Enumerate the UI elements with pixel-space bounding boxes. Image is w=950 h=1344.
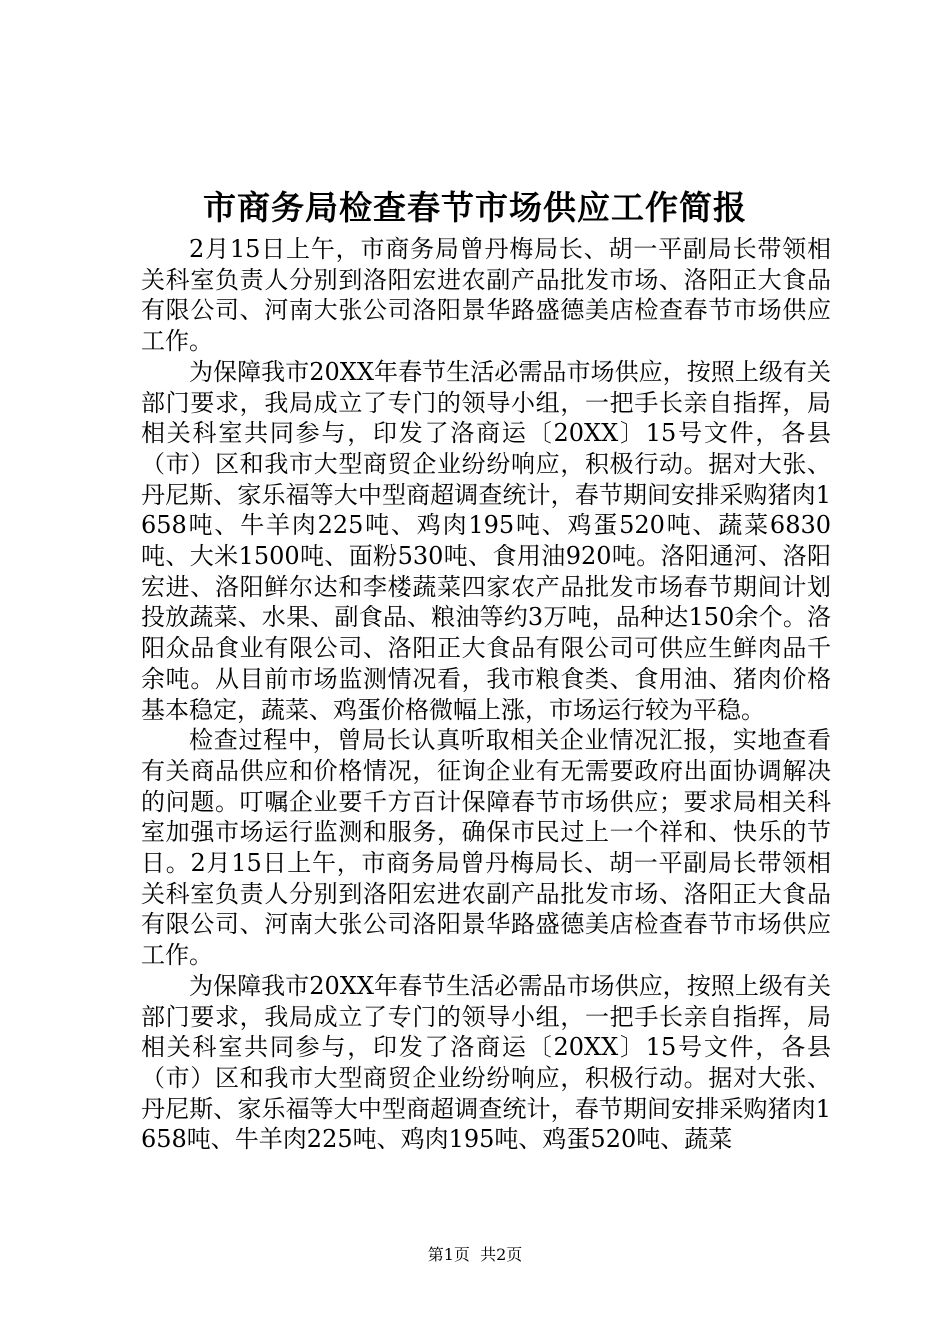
document-body (141, 234, 831, 1155)
page-number: 第1页 共2页 (427, 1245, 523, 1264)
paragraph-4: 为保障我市20XX年春节生活必需品市场供应，按照上级有关部门要求，我局成立了专门的领导小组，一把手长亲自指挥，局相关科室共同参与，印发了洛商运〔20XX〕15号文件，各县（市）区和我市大型商贸企业纷纷响应，积极行动。据对大张、丹尼斯、家乐福等大中型商超调查统计，春节期间安排采购猪肉1658吨、牛羊肉225吨、鸡肉195吨、鸡蛋520吨、蔬菜 (141, 971, 831, 1154)
paragraph-1: 2月15日上午，市商务局曾丹梅局长、胡一平副局长带领相关科室负责人分别到洛阳宏进农副产品批发市场、洛阳正大食品有限公司、河南大张公司洛阳景华路盛德美店检查春节市场供应工作。 (141, 235, 831, 356)
page-footer (0, 1244, 950, 1266)
document-title: 市商务局检查春节市场供应工作简报 (203, 188, 747, 227)
paragraph-2: 为保障我市20XX年春节生活必需品市场供应，按照上级有关部门要求，我局成立了专门的领导小组，一把手长亲自指挥，局相关科室共同参与，印发了洛商运〔20XX〕15号文件，各县（市）区和我市大型商贸企业纷纷响应，积极行动。据对大张、丹尼斯、家乐福等大中型商超调查统计，春节期间安排采购猪肉1658吨、牛羊肉225吨、鸡肉195吨、鸡蛋520吨、蔬菜6830吨、大米1500吨、面粉530吨、食用油920吨。洛阳通河、洛阳宏进、洛阳鲜尔达和李楼蔬菜四家农产品批发市场春节期间计划投放蔬菜、水果、副食品、粮油等约3万吨，品种达150余个。洛阳众品食业有限公司、洛阳正大食品有限公司可供应生鲜肉品千余吨。从目前市场监测情况看，我市粮食类、食用油、猪肉价格基本稳定，蔬菜、鸡蛋价格微幅上涨，市场运行较为平稳。 (141, 357, 831, 724)
paragraph-3: 检查过程中，曾局长认真听取相关企业情况汇报，实地查看有关商品供应和价格情况，征询企业有无需要政府出面协调解决的问题。叮嘱企业要千方百计保障春节市场供应；要求局相关科室加强市场运行监测和服务，确保市民过上一个祥和、快乐的节日。2月15日上午，市商务局曾丹梅局长、胡一平副局长带领相关科室负责人分别到洛阳宏进农副产品批发市场、洛阳正大食品有限公司、河南大张公司洛阳景华路盛德美店检查春节市场供应工作。 (141, 726, 831, 970)
